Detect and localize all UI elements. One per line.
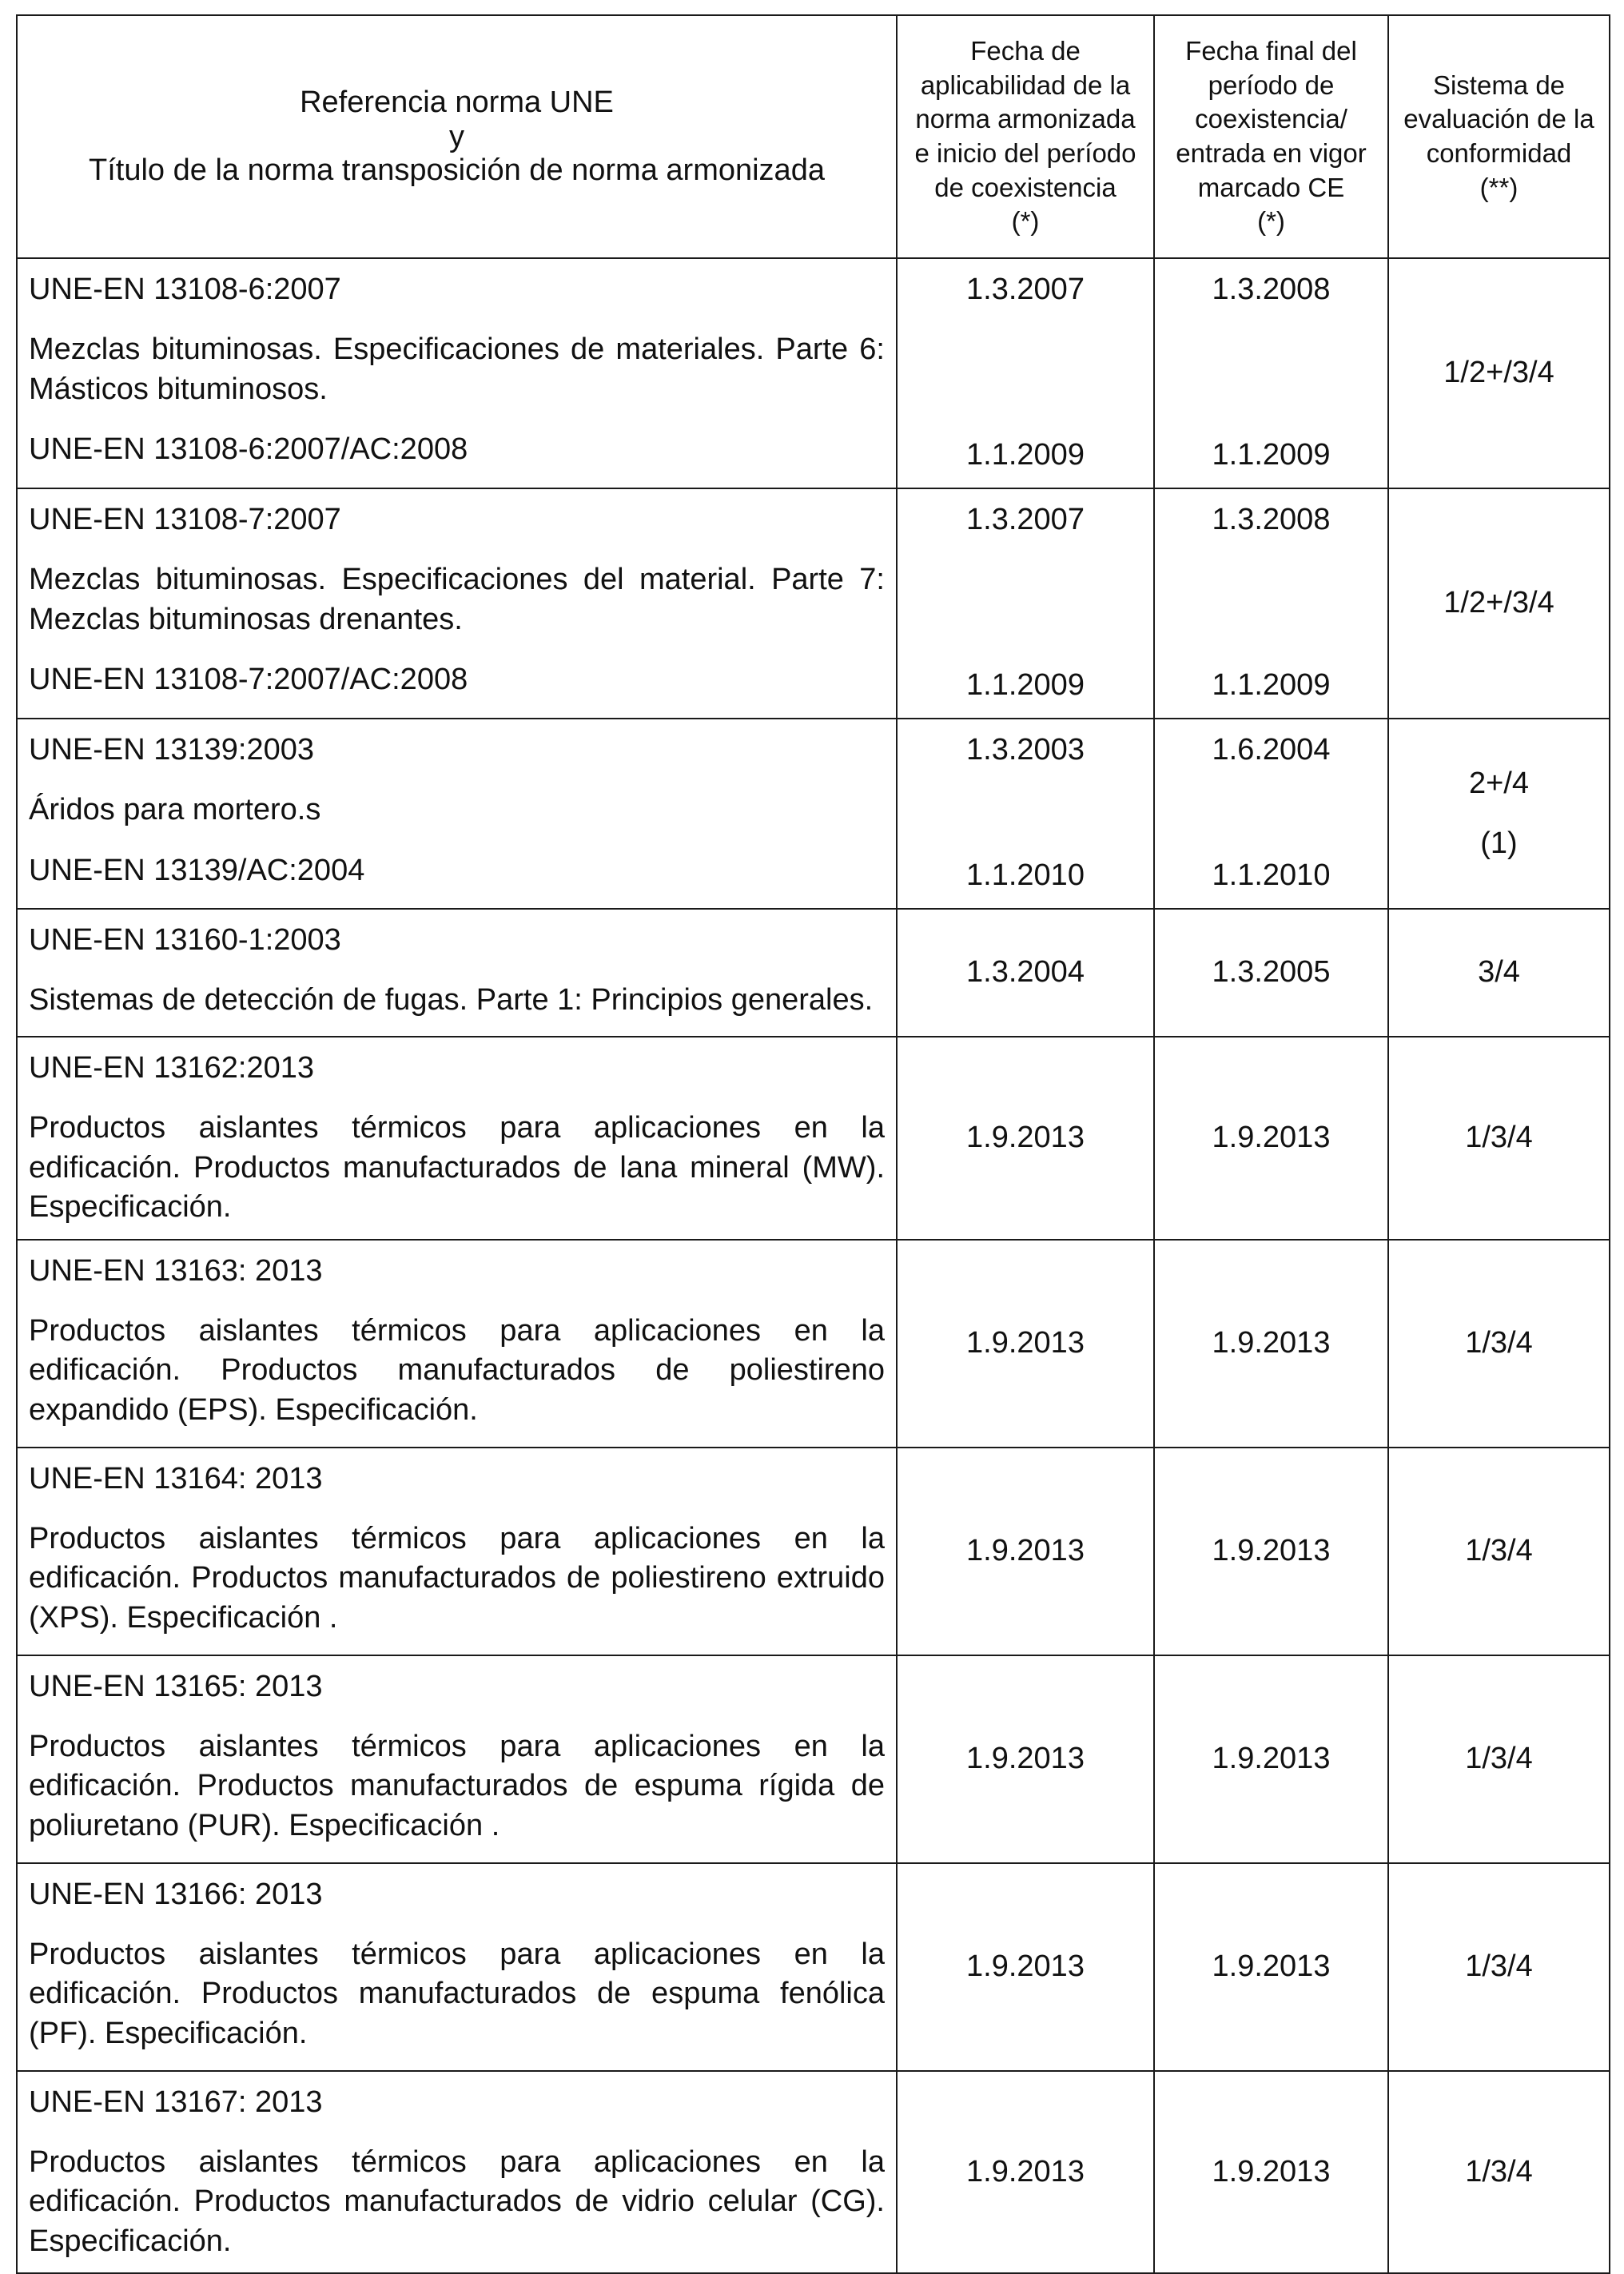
applicability-date: 1.9.2013 (966, 2154, 1085, 2188)
standard-reference: UNE-EN 13108-7:2007 (29, 503, 341, 536)
standard-reference-cell (17, 1448, 897, 1655)
conformity-system-cell (1388, 1448, 1610, 1655)
standards-table-container (16, 14, 1609, 2258)
header-line: e inicio del período (914, 138, 1136, 168)
conformity-system-cell (1388, 1655, 1610, 1863)
coexistence-end-date: 1.3.2008 (1212, 273, 1331, 306)
coexistence-end-date: 1.9.2013 (1212, 1949, 1331, 1983)
standard-reference-cell (17, 909, 897, 1037)
amendment-applicability-date: 1.1.2009 (966, 668, 1085, 703)
applicability-date: 1.3.2007 (966, 273, 1085, 306)
coexistence-end-date-cell (1154, 1240, 1388, 1448)
table-header-row (17, 15, 1610, 258)
table-row (17, 909, 1610, 1037)
header-line: entrada en vigor (1176, 138, 1367, 168)
standard-title: Mezclas bituminosas. Especificaciones del material. Parte 7: Mezclas bituminosas drenantes. (29, 563, 885, 636)
standard-reference: UNE-EN 13164: 2013 (29, 1461, 323, 1495)
amendment-applicability-date: 1.1.2010 (966, 858, 1085, 893)
coexistence-end-date-cell (1154, 1448, 1388, 1655)
conformity-system-cell (1388, 909, 1610, 1037)
conformity-system: 3/4 (1478, 955, 1520, 990)
conformity-system: 1/3/4 (1465, 1741, 1533, 1775)
applicability-date-cell (897, 1037, 1154, 1240)
coexistence-end-date-cell (1154, 488, 1388, 719)
conformity-system-cell (1388, 1863, 1610, 2071)
standard-title: Áridos para mortero.s (29, 793, 321, 827)
table-row (17, 1037, 1610, 1240)
table-row (17, 2071, 1610, 2274)
applicability-date: 1.3.2004 (966, 955, 1085, 990)
conformity-system-cell (1388, 1037, 1610, 1240)
header-line: Fecha final del (1185, 36, 1357, 66)
coexistence-end-date: 1.9.2013 (1212, 1533, 1331, 1567)
standard-reference-cell (17, 1037, 897, 1240)
standard-reference: UNE-EN 13139:2003 (29, 733, 314, 767)
conformity-system-cell (1388, 488, 1610, 719)
standard-amendment: UNE-EN 13108-7:2007/AC:2008 (29, 663, 468, 697)
header-coexistence-end-date (1154, 15, 1388, 258)
standard-title: Sistemas de detección de fugas. Parte 1: Principios generales. (29, 983, 874, 1018)
standard-reference-cell (17, 2071, 897, 2274)
header-line: (*) (1257, 206, 1285, 237)
header-conformity-system (1388, 15, 1610, 258)
header-line: Título de la norma transposición de norma armonizada (89, 153, 825, 188)
table-row (17, 1655, 1610, 1863)
applicability-date-cell (897, 1448, 1154, 1655)
standard-reference-cell (17, 1655, 897, 1863)
coexistence-end-date: 1.3.2005 (1212, 955, 1331, 990)
standard-reference: UNE-EN 13165: 2013 (29, 1669, 323, 1703)
amendment-coexistence-end-date: 1.1.2009 (1212, 438, 1331, 472)
conformity-system: 1/3/4 (1465, 2154, 1533, 2188)
coexistence-end-date-cell (1154, 909, 1388, 1037)
conformity-system-cell (1388, 2071, 1610, 2274)
coexistence-end-date: 1.9.2013 (1212, 2154, 1331, 2188)
applicability-date: 1.3.2007 (966, 503, 1085, 536)
header-line: coexistencia/ (1195, 104, 1347, 134)
standard-reference: UNE-EN 13160-1:2003 (29, 923, 341, 957)
header-line: Fecha de (970, 36, 1081, 66)
standard-reference: UNE-EN 13167: 2013 (29, 2085, 323, 2119)
applicability-date: 1.9.2013 (966, 1533, 1085, 1567)
header-reference-title (17, 15, 897, 258)
table-row (17, 488, 1610, 719)
standard-title: Mezclas bituminosas. Especificaciones de materiales. Parte 6: Másticos bituminosos. (29, 333, 885, 406)
applicability-date-cell (897, 488, 1154, 719)
standard-title: Productos aislantes térmicos para aplicaciones en la edificación. Productos manufacturados de poliestireno extruido (XPS). Especificación . (29, 1521, 885, 1635)
standard-reference-cell (17, 719, 897, 909)
applicability-date-cell (897, 1655, 1154, 1863)
table-row (17, 258, 1610, 488)
applicability-date: 1.9.2013 (966, 1949, 1085, 1983)
conformity-system: 1/3/4 (1465, 1121, 1533, 1155)
applicability-date-cell (897, 719, 1154, 909)
coexistence-end-date: 1.3.2008 (1212, 503, 1331, 536)
standard-reference: UNE-EN 13162:2013 (29, 1051, 314, 1085)
standard-title: Productos aislantes térmicos para aplicaciones en la edificación. Productos manufacturados de poliestireno expandido (EPS). Especificación. (29, 1313, 885, 1427)
standard-reference-cell (17, 258, 897, 488)
coexistence-end-date-cell (1154, 258, 1388, 488)
header-line: período de (1208, 70, 1335, 100)
coexistence-end-date-cell (1154, 1863, 1388, 2071)
applicability-date-cell (897, 1863, 1154, 2071)
applicability-date: 1.9.2013 (966, 1121, 1085, 1155)
amendment-coexistence-end-date: 1.1.2010 (1212, 858, 1331, 893)
conformity-system: 1/3/4 (1465, 1949, 1533, 1983)
coexistence-end-date: 1.9.2013 (1212, 1121, 1331, 1155)
header-line: y (449, 119, 464, 153)
standard-reference-cell (17, 488, 897, 719)
header-line: Sistema de (1432, 70, 1566, 100)
table-row (17, 1448, 1610, 1655)
coexistence-end-date: 1.9.2013 (1212, 1741, 1331, 1775)
applicability-date: 1.9.2013 (966, 1325, 1085, 1360)
conformity-system: 1/2+/3/4 (1443, 356, 1554, 390)
standard-amendment: UNE-EN 13139/AC:2004 (29, 853, 365, 887)
conformity-system-cell (1388, 1240, 1610, 1448)
applicability-date: 1.3.2003 (966, 733, 1085, 767)
coexistence-end-date-cell (1154, 1037, 1388, 1240)
standard-reference-cell (17, 1863, 897, 2071)
amendment-coexistence-end-date: 1.1.2009 (1212, 668, 1331, 703)
coexistence-end-date: 1.6.2004 (1212, 733, 1331, 767)
standard-reference-cell (17, 1240, 897, 1448)
conformity-system-note: (1) (1480, 826, 1518, 860)
coexistence-end-date: 1.9.2013 (1212, 1325, 1331, 1360)
header-line: norma armonizada (915, 104, 1136, 134)
header-line: (*) (1011, 206, 1040, 237)
applicability-date-cell (897, 258, 1154, 488)
coexistence-end-date-cell (1154, 719, 1388, 909)
conformity-system: 1/3/4 (1465, 1533, 1533, 1567)
standard-amendment: UNE-EN 13108-6:2007/AC:2008 (29, 432, 468, 467)
table-row (17, 1863, 1610, 2071)
applicability-date-cell (897, 1240, 1154, 1448)
amendment-applicability-date: 1.1.2009 (966, 438, 1085, 472)
conformity-system-cell (1388, 719, 1610, 909)
header-line: aplicabilidad de la (920, 70, 1131, 100)
standard-reference: UNE-EN 13108-6:2007 (29, 273, 341, 306)
table-row (17, 1240, 1610, 1448)
header-line: (**) (1479, 172, 1519, 202)
standard-title: Productos aislantes térmicos para aplicaciones en la edificación. Productos manufacturados de espuma rígida de poliuretano (PUR). Especificación . (29, 1729, 885, 1842)
standard-title: Productos aislantes térmicos para aplicaciones en la edificación. Productos manufacturados de vidrio celular (CG). Especificación. (29, 2145, 885, 2258)
applicability-date: 1.9.2013 (966, 1741, 1085, 1775)
standard-reference: UNE-EN 13166: 2013 (29, 1877, 323, 1911)
coexistence-end-date-cell (1154, 1655, 1388, 1863)
harmonized-standards-table (16, 14, 1610, 2274)
header-applicability-date (897, 15, 1154, 258)
conformity-system: 2+/4 (1468, 766, 1530, 800)
applicability-date-cell (897, 909, 1154, 1037)
conformity-system-cell (1388, 258, 1610, 488)
coexistence-end-date-cell (1154, 2071, 1388, 2274)
conformity-system: 1/2+/3/4 (1443, 586, 1554, 620)
standard-title: Productos aislantes térmicos para aplicaciones en la edificación. Productos manufacturados de espuma fenólica (PF). Especificación. (29, 1937, 885, 2050)
standard-title: Productos aislantes térmicos para aplicaciones en la edificación. Productos manufacturados de lana mineral (MW). Especificación. (29, 1111, 885, 1225)
header-line: marcado CE (1197, 172, 1345, 202)
header-line: Referencia norma UNE (300, 86, 614, 120)
standard-reference: UNE-EN 13163: 2013 (29, 1253, 323, 1288)
table-row (17, 719, 1610, 909)
applicability-date-cell (897, 2071, 1154, 2274)
header-line: de coexistencia (934, 172, 1116, 202)
header-line: conformidad (1426, 138, 1572, 168)
conformity-system: 1/3/4 (1465, 1325, 1533, 1360)
header-line: evaluación de la (1403, 104, 1594, 134)
